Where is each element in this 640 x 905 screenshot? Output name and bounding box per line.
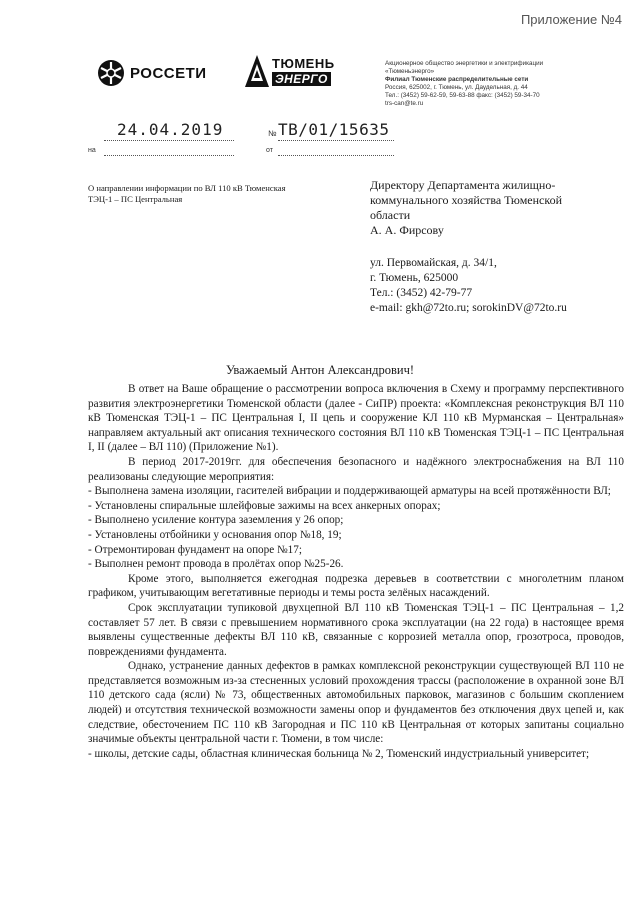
greeting: Уважаемый Антон Александрович! bbox=[225, 363, 415, 377]
number-prefix: № bbox=[268, 129, 277, 138]
company-line: «Тюменьэнерго» bbox=[385, 68, 435, 75]
company-line: Акционерное общество энергетики и электрификации bbox=[385, 60, 544, 67]
na-label: на bbox=[88, 147, 96, 154]
company-line: Россия, 625002, г. Тюмень, ул. Даудельная, д. 44 bbox=[385, 84, 528, 91]
measure-item: - Отремонтирован фундамент на опоре №17; bbox=[88, 543, 302, 556]
tyumenenergo-logo bbox=[244, 54, 344, 92]
recipient-line: области bbox=[370, 208, 411, 222]
annex-label: Приложение №4 bbox=[520, 12, 622, 27]
rosseti-brand-text: РОССЕТИ bbox=[130, 65, 207, 82]
document-number: ТВ/01/15635 bbox=[278, 120, 390, 139]
contact-email: e-mail: gkh@72to.ru; sorokinDV@72to.ru bbox=[370, 302, 567, 314]
recipient-line: коммунального хозяйства Тюменской bbox=[370, 193, 563, 207]
company-line: trs-can@te.ru bbox=[385, 100, 424, 107]
date-underline bbox=[104, 140, 234, 141]
rosseti-emblem-icon bbox=[96, 58, 126, 88]
company-line: Филиал Тюменские распределительные сети bbox=[385, 76, 529, 83]
body-paragraph: В ответ на Ваше обращение о рассмотрении вопроса включения в Схему и программу перспективного развития электроэнергетики Тюменской области (далее - СиПР) проекта: «Комплексная реконструкция ВЛ 110 кВ Тюменская ТЭЦ-1 – ПС Центральная I, II цепь и сооружение КЛ 110 кВ Мурманская – Центральная» направляем актуальный акт описания технического состояния ВЛ 110 кВ Тюменская ТЭЦ-1 – ПС Центральная I, II (далее – ВЛ 110) (Приложение №1). bbox=[88, 383, 624, 454]
letter-body bbox=[88, 382, 624, 761]
measure-item: - Выполнен ремонт провода в пролётах опор №25-26. bbox=[88, 558, 344, 571]
ot-underline bbox=[278, 155, 394, 156]
contact-phone: Тел.: (3452) 42-79-77 bbox=[370, 287, 473, 299]
recipient-contacts bbox=[370, 256, 630, 316]
contact-city: г. Тюмень, 625000 bbox=[370, 272, 459, 284]
recipient-block bbox=[370, 178, 620, 238]
company-details bbox=[385, 60, 615, 108]
measure-item: - Установлены отбойники у основания опор №18, 19; bbox=[88, 528, 342, 541]
body-paragraph: В период 2017-2019гг. для обеспечения безопасного и надёжного электроснабжения на ВЛ 110 реализованы следующие мероприятия: bbox=[88, 455, 624, 483]
measure-item: - Установлены спиральные шлейфовые зажимы на всех анкерных опорах; bbox=[88, 499, 441, 512]
rosseti-logo bbox=[96, 58, 206, 90]
tyumen-text: ТЮМЕНЬ bbox=[272, 56, 335, 71]
document-date: 24.04.2019 bbox=[117, 120, 224, 139]
contact-street: ул. Первомайская, д. 34/1, bbox=[370, 257, 497, 269]
list-item: - школы, детские сады, областная клиническая больница № 2, Тюменский индустриальный университет; bbox=[88, 747, 590, 760]
body-paragraph: Срок эксплуатации тупиковой двухцепной ВЛ 110 кВ Тюменская ТЭЦ-1 – ПС Центральная – 1,2 составляет 57 лет. В связи с превышением нормативного срока эксплуатации (на 22 года) в настоящее время выявлены существенные дефекты ВЛ 110 кВ, связанные с коррозией металла опор, грозотроса, проводов, повреждениями фундамента. bbox=[88, 601, 624, 658]
letter-subject: О направлении информации по ВЛ 110 кВ Тюменская ТЭЦ-1 – ПС Центральная bbox=[88, 183, 286, 204]
measure-item: - Выполнена замена изоляции, гасителей вибрации и поддерживающей арматуры на всей протяжённости ВЛ; bbox=[88, 485, 611, 498]
na-underline bbox=[104, 155, 234, 156]
body-paragraph: Однако, устранение данных дефектов в рамках комплексной реконструкции существующей ВЛ 110 не представляется возможным из-за стесненных условий прохождения трассы (расположение в охранной зоне ВЛ 110 детского сада (ясли) № 73, общественных автомобильных парковок, магазинов с большим скоплением людей) и отсутствия технической возможности замены опор и фундаментов без отключения двух цепей и, как следствие, обесточением ПС 110 кВ Загородная и ПС 110 кВ Центральная от которых запитаны социально значимые объекты центральной части г. Тюмени, в том числе: bbox=[88, 660, 624, 746]
ot-label: от bbox=[266, 147, 273, 154]
recipient-line: Директору Департамента жилищно- bbox=[370, 178, 556, 192]
number-underline bbox=[278, 140, 394, 141]
recipient-name: А. А. Фирсову bbox=[370, 223, 444, 237]
tyumenenergo-emblem-icon bbox=[244, 54, 270, 88]
energo-text: ЭНЕРГО bbox=[272, 72, 331, 86]
body-paragraph: Кроме этого, выполняется ежегодная подрезка деревьев в соответствии с многолетним планом графиком, учитывающим вегетативные периоды и темы роста зелёных насаждений. bbox=[88, 572, 624, 600]
measure-item: - Выполнено усиление контура заземления у 26 опор; bbox=[88, 514, 344, 527]
company-line: Тел.: (3452) 59-62-59, 59-63-88 факс: (3452) 59-34-70 bbox=[385, 92, 540, 99]
